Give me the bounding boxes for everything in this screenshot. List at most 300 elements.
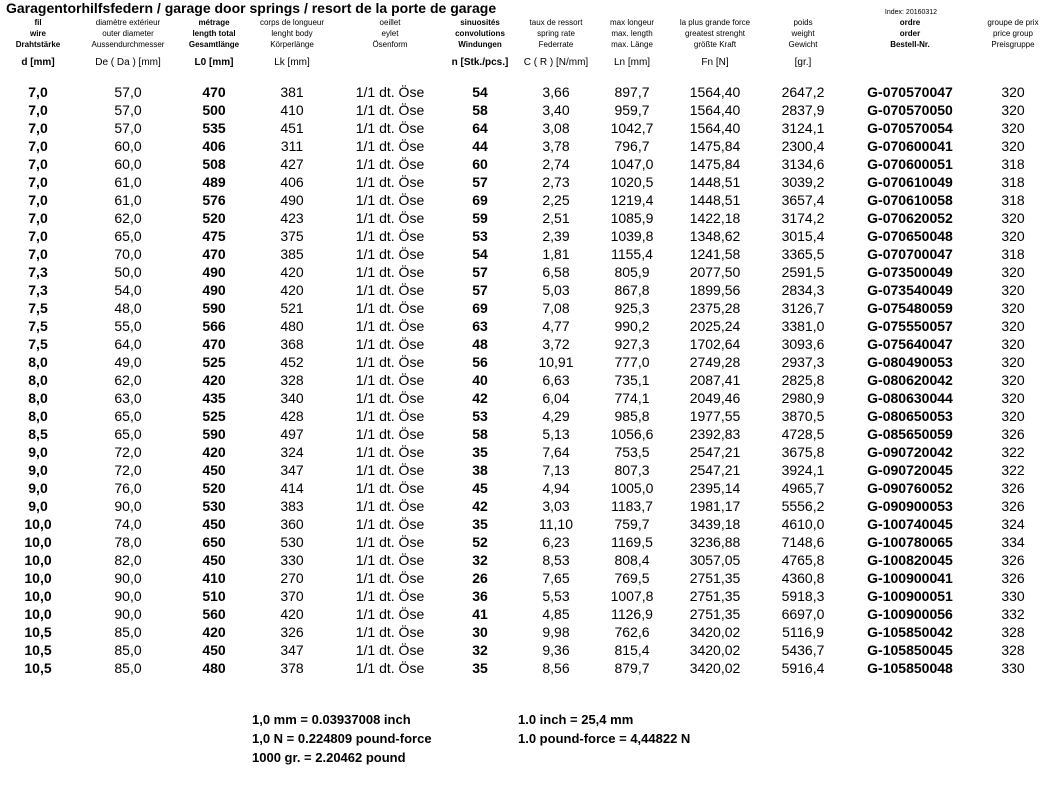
- cell-price-group: 320: [1001, 228, 1025, 244]
- cell-eyelet: 1/1 dt. Öse: [355, 192, 425, 208]
- cell-convolutions: 57: [472, 264, 488, 280]
- cell-convolutions: 64: [472, 120, 488, 136]
- cell-body-length: 428: [280, 408, 304, 424]
- spring-table-body: [0, 83, 1055, 677]
- cell-order-number: G-105850045: [867, 642, 953, 658]
- cell-body-length: 347: [280, 462, 304, 478]
- cell-max-length: 1056,6: [610, 426, 654, 442]
- cell-weight: 3126,7: [781, 300, 825, 316]
- cell-convolutions: 52: [472, 534, 488, 550]
- table-row: [0, 299, 1055, 317]
- cell-spring-rate: 5,53: [542, 588, 570, 604]
- cell-price-group: 326: [1001, 426, 1025, 442]
- table-row: [0, 641, 1055, 659]
- table-row: [0, 209, 1055, 227]
- cell-max-length: 807,3: [614, 462, 650, 478]
- cell-total-length: 500: [202, 102, 226, 118]
- cell-weight: 2937,3: [781, 354, 825, 370]
- header-order: [860, 17, 960, 50]
- cell-order-number: G-090720042: [867, 444, 953, 460]
- cell-order-number: G-100900056: [867, 606, 953, 622]
- cell-spring-rate: 3,72: [542, 336, 570, 352]
- cell-max-length: 815,4: [614, 642, 650, 658]
- cell-eyelet: 1/1 dt. Öse: [355, 264, 425, 280]
- cell-convolutions: 59: [472, 210, 488, 226]
- cell-convolutions: 35: [472, 444, 488, 460]
- cell-outer-diameter: 57,0: [114, 84, 142, 100]
- cell-total-length: 510: [202, 588, 226, 604]
- cell-total-length: 420: [202, 624, 226, 640]
- cell-greatest-force: 3420,02: [689, 642, 741, 658]
- cell-wire: 7,5: [28, 300, 48, 316]
- cell-total-length: 525: [202, 408, 226, 424]
- cell-spring-rate: 6,63: [542, 372, 570, 388]
- cell-spring-rate: 4,29: [542, 408, 570, 424]
- table-row: [0, 533, 1055, 551]
- cell-spring-rate: 4,77: [542, 318, 570, 334]
- cell-outer-diameter: 90,0: [114, 570, 142, 586]
- cell-eyelet: 1/1 dt. Öse: [355, 606, 425, 622]
- cell-convolutions: 63: [472, 318, 488, 334]
- cell-wire: 10,5: [24, 642, 52, 658]
- cell-weight: 3015,4: [781, 228, 825, 244]
- cell-convolutions: 60: [472, 156, 488, 172]
- cell-greatest-force: 2751,35: [689, 588, 741, 604]
- cell-order-number: G-080490053: [867, 354, 953, 370]
- header-label: outer diameter: [102, 29, 154, 38]
- cell-eyelet: 1/1 dt. Öse: [355, 660, 425, 676]
- cell-convolutions: 38: [472, 462, 488, 478]
- cell-eyelet: 1/1 dt. Öse: [355, 210, 425, 226]
- cell-outer-diameter: 85,0: [114, 642, 142, 658]
- header-label: convolutions: [455, 29, 505, 38]
- cell-convolutions: 58: [472, 426, 488, 442]
- header-label: Drahtstärke: [15, 40, 61, 49]
- cell-max-length: 1085,9: [610, 210, 654, 226]
- header-label: métrage: [198, 18, 230, 27]
- cell-greatest-force: 2547,21: [689, 462, 741, 478]
- cell-total-length: 590: [202, 426, 226, 442]
- cell-body-length: 427: [280, 156, 304, 172]
- cell-outer-diameter: 60,0: [114, 156, 142, 172]
- cell-outer-diameter: 70,0: [114, 246, 142, 262]
- cell-max-length: 867,8: [614, 282, 650, 298]
- cell-order-number: G-100820045: [867, 552, 953, 568]
- cell-body-length: 410: [280, 102, 304, 118]
- cell-eyelet: 1/1 dt. Öse: [355, 246, 425, 262]
- header-label: weight: [791, 29, 815, 38]
- cell-wire: 10,5: [24, 624, 52, 640]
- cell-body-length: 378: [280, 660, 304, 676]
- header-convolutions: [438, 17, 522, 50]
- cell-outer-diameter: 72,0: [114, 462, 142, 478]
- cell-eyelet: 1/1 dt. Öse: [355, 462, 425, 478]
- cell-convolutions: 35: [472, 516, 488, 532]
- cell-price-group: 334: [1001, 534, 1025, 550]
- cell-order-number: G-090760052: [867, 480, 953, 496]
- cell-convolutions: 41: [472, 606, 488, 622]
- header-spring-rate: [516, 17, 596, 50]
- cell-total-length: 520: [202, 480, 226, 496]
- cell-wire: 8,0: [28, 390, 48, 406]
- header-label: max. length: [611, 29, 653, 38]
- cell-total-length: 535: [202, 120, 226, 136]
- cell-spring-rate: 7,65: [542, 570, 570, 586]
- header-label: Körperlänge: [270, 40, 314, 49]
- cell-weight: 3174,2: [781, 210, 825, 226]
- page-title: Garagentorhilfsfedern / garage door springs / resort de la porte de garage: [6, 0, 497, 16]
- header-weight: [770, 17, 836, 50]
- header-label: sinuosités: [460, 18, 500, 27]
- cell-convolutions: 42: [472, 498, 488, 514]
- cell-convolutions: 45: [472, 480, 488, 496]
- cell-order-number: G-070650048: [867, 228, 953, 244]
- cell-eyelet: 1/1 dt. Öse: [355, 498, 425, 514]
- cell-weight: 2980,9: [781, 390, 825, 406]
- cell-order-number: G-073500049: [867, 264, 953, 280]
- cell-body-length: 330: [280, 552, 304, 568]
- cell-outer-diameter: 82,0: [114, 552, 142, 568]
- cell-body-length: 497: [280, 426, 304, 442]
- header-label: taux de ressort: [529, 18, 583, 27]
- cell-weight: 3124,1: [781, 120, 825, 136]
- cell-total-length: 590: [202, 300, 226, 316]
- cell-price-group: 326: [1001, 480, 1025, 496]
- header-label: Gewicht: [788, 40, 818, 49]
- cell-price-group: 320: [1001, 120, 1025, 136]
- table-row: [0, 389, 1055, 407]
- cell-body-length: 340: [280, 390, 304, 406]
- cell-wire: 10,0: [24, 516, 52, 532]
- cell-max-length: 1020,5: [610, 174, 654, 190]
- cell-outer-diameter: 90,0: [114, 588, 142, 604]
- cell-greatest-force: 1475,84: [689, 156, 741, 172]
- table-row: [0, 497, 1055, 515]
- cell-greatest-force: 3236,88: [689, 534, 741, 550]
- table-row: [0, 317, 1055, 335]
- cell-greatest-force: 1241,58: [689, 246, 741, 262]
- cell-spring-rate: 11,10: [539, 516, 573, 532]
- cell-max-length: 1005,0: [610, 480, 654, 496]
- cell-max-length: 1047,0: [610, 156, 654, 172]
- header-outer-diameter: [78, 17, 178, 50]
- cell-total-length: 490: [202, 264, 226, 280]
- cell-max-length: 774,1: [614, 390, 650, 406]
- cell-total-length: 450: [202, 552, 226, 568]
- cell-weight: 7148,6: [781, 534, 825, 550]
- cell-total-length: 435: [202, 390, 226, 406]
- conversion-lbf-n: 1.0 pound-force = 4,44822 N: [518, 731, 691, 746]
- header-total-length: [172, 17, 256, 50]
- cell-eyelet: 1/1 dt. Öse: [355, 282, 425, 298]
- cell-convolutions: 57: [472, 282, 488, 298]
- cell-max-length: 1169,5: [611, 534, 653, 550]
- cell-wire: 9,0: [28, 480, 48, 496]
- cell-body-length: 385: [280, 246, 304, 262]
- unit-weight: [gr.]: [794, 57, 812, 68]
- unit-total-length: L0 [mm]: [194, 57, 234, 68]
- cell-total-length: 450: [202, 516, 226, 532]
- cell-eyelet: 1/1 dt. Öse: [355, 624, 425, 640]
- cell-weight: 2647,2: [781, 84, 825, 100]
- cell-spring-rate: 8,56: [542, 660, 570, 676]
- cell-wire: 10,0: [24, 552, 52, 568]
- cell-price-group: 320: [1001, 282, 1025, 298]
- cell-greatest-force: 1422,18: [689, 210, 741, 226]
- cell-eyelet: 1/1 dt. Öse: [355, 390, 425, 406]
- table-row: [0, 407, 1055, 425]
- cell-outer-diameter: 57,0: [114, 102, 142, 118]
- cell-total-length: 530: [202, 498, 226, 514]
- cell-wire: 7,3: [28, 264, 48, 280]
- cell-body-length: 311: [280, 138, 304, 154]
- cell-max-length: 777,0: [614, 354, 650, 370]
- cell-max-length: 808,4: [614, 552, 650, 568]
- cell-eyelet: 1/1 dt. Öse: [355, 408, 425, 424]
- cell-greatest-force: 1564,40: [689, 120, 741, 136]
- cell-convolutions: 57: [472, 174, 488, 190]
- cell-price-group: 318: [1001, 156, 1025, 172]
- cell-convolutions: 56: [472, 354, 488, 370]
- cell-weight: 2591,5: [781, 264, 825, 280]
- cell-spring-rate: 10,91: [538, 354, 574, 370]
- cell-total-length: 525: [202, 354, 226, 370]
- cell-greatest-force: 1564,40: [689, 84, 741, 100]
- cell-price-group: 320: [1001, 102, 1025, 118]
- cell-convolutions: 42: [472, 390, 488, 406]
- table-row: [0, 371, 1055, 389]
- header-body-length: [248, 17, 336, 50]
- cell-order-number: G-100780065: [867, 534, 953, 550]
- cell-max-length: 879,7: [614, 660, 650, 676]
- cell-convolutions: 69: [472, 300, 488, 316]
- cell-convolutions: 69: [472, 192, 488, 208]
- cell-greatest-force: 1448,51: [689, 192, 741, 208]
- header-label: lenght body: [271, 29, 313, 38]
- cell-eyelet: 1/1 dt. Öse: [355, 138, 425, 154]
- cell-outer-diameter: 62,0: [114, 210, 142, 226]
- cell-eyelet: 1/1 dt. Öse: [355, 102, 425, 118]
- cell-spring-rate: 3,78: [542, 138, 570, 154]
- cell-order-number: G-075480059: [867, 300, 953, 316]
- cell-spring-rate: 3,08: [542, 120, 570, 136]
- cell-wire: 8,0: [28, 408, 48, 424]
- cell-spring-rate: 5,03: [542, 282, 570, 298]
- cell-eyelet: 1/1 dt. Öse: [355, 552, 425, 568]
- cell-max-length: 753,5: [614, 444, 650, 460]
- cell-spring-rate: 6,58: [542, 264, 570, 280]
- header-label: Aussendurchmesser: [91, 40, 165, 49]
- cell-weight: 4610,0: [781, 516, 825, 532]
- header-label: la plus grande force: [679, 18, 751, 27]
- cell-spring-rate: 9,98: [542, 624, 570, 640]
- header-label: Bestell-Nr.: [890, 40, 930, 49]
- cell-outer-diameter: 49,0: [114, 354, 142, 370]
- cell-outer-diameter: 64,0: [114, 336, 142, 352]
- cell-price-group: 320: [1001, 210, 1025, 226]
- cell-body-length: 324: [280, 444, 304, 460]
- cell-eyelet: 1/1 dt. Öse: [355, 300, 425, 316]
- cell-outer-diameter: 78,0: [114, 534, 142, 550]
- cell-spring-rate: 2,51: [542, 210, 570, 226]
- cell-greatest-force: 1899,56: [689, 282, 741, 298]
- cell-weight: 4965,7: [781, 480, 825, 496]
- cell-wire: 7,0: [28, 246, 48, 262]
- cell-convolutions: 44: [472, 138, 488, 154]
- header-label: Gesamtlänge: [188, 40, 240, 49]
- cell-total-length: 576: [202, 192, 226, 208]
- cell-max-length: 1183,7: [611, 498, 653, 514]
- cell-total-length: 560: [202, 606, 226, 622]
- cell-convolutions: 30: [472, 624, 488, 640]
- cell-outer-diameter: 55,0: [114, 318, 142, 334]
- cell-greatest-force: 1977,55: [689, 408, 741, 424]
- cell-eyelet: 1/1 dt. Öse: [355, 570, 425, 586]
- cell-weight: 5116,9: [782, 624, 824, 640]
- cell-convolutions: 36: [472, 588, 488, 604]
- cell-weight: 3039,2: [781, 174, 825, 190]
- cell-body-length: 347: [280, 642, 304, 658]
- cell-outer-diameter: 74,0: [114, 516, 142, 532]
- cell-weight: 3365,5: [781, 246, 825, 262]
- cell-greatest-force: 2751,35: [689, 570, 741, 586]
- header-label: groupe de prix: [987, 18, 1039, 27]
- cell-body-length: 420: [280, 264, 304, 280]
- cell-convolutions: 26: [472, 570, 488, 586]
- cell-eyelet: 1/1 dt. Öse: [355, 588, 425, 604]
- index-note: Index: 20160312: [884, 9, 938, 16]
- conversion-n-lbf: 1,0 N = 0.224809 pound-force: [252, 731, 432, 746]
- cell-greatest-force: 1348,62: [689, 228, 741, 244]
- header-label: ordre: [899, 18, 921, 27]
- cell-price-group: 320: [1001, 84, 1025, 100]
- cell-body-length: 490: [280, 192, 304, 208]
- cell-max-length: 990,2: [614, 318, 650, 334]
- cell-weight: 3134,6: [781, 156, 825, 172]
- cell-outer-diameter: 76,0: [114, 480, 142, 496]
- table-row: [0, 281, 1055, 299]
- cell-order-number: G-070620052: [867, 210, 953, 226]
- cell-outer-diameter: 57,0: [114, 120, 142, 136]
- cell-body-length: 360: [280, 516, 304, 532]
- cell-eyelet: 1/1 dt. Öse: [355, 156, 425, 172]
- cell-total-length: 566: [202, 318, 226, 334]
- cell-order-number: G-070610049: [867, 174, 953, 190]
- cell-greatest-force: 2392,83: [689, 426, 741, 442]
- cell-max-length: 1039,8: [610, 228, 654, 244]
- cell-max-length: 1042,7: [610, 120, 654, 136]
- cell-convolutions: 54: [472, 246, 488, 262]
- unit-greatest-force: Fn [N]: [701, 57, 729, 68]
- cell-spring-rate: 7,13: [542, 462, 570, 478]
- cell-order-number: G-090900053: [867, 498, 953, 514]
- cell-body-length: 328: [280, 372, 304, 388]
- table-row: [0, 479, 1055, 497]
- cell-price-group: 330: [1001, 588, 1025, 604]
- cell-order-number: G-100900041: [867, 570, 953, 586]
- cell-spring-rate: 2,25: [542, 192, 570, 208]
- cell-price-group: 318: [1001, 246, 1025, 262]
- cell-max-length: 985,8: [614, 408, 650, 424]
- cell-weight: 3870,5: [781, 408, 825, 424]
- header-label: length total: [192, 29, 236, 38]
- table-row: [0, 659, 1055, 677]
- cell-body-length: 326: [280, 624, 304, 640]
- header-greatest-force: [660, 17, 770, 50]
- header-label: price group: [992, 29, 1034, 38]
- cell-weight: 5436,7: [781, 642, 825, 658]
- cell-price-group: 330: [1001, 660, 1025, 676]
- cell-wire: 10,0: [24, 570, 52, 586]
- cell-max-length: 1219,4: [610, 192, 654, 208]
- cell-total-length: 475: [202, 228, 226, 244]
- cell-spring-rate: 5,13: [542, 426, 570, 442]
- cell-greatest-force: 1981,17: [689, 498, 741, 514]
- cell-wire: 7,3: [28, 282, 48, 298]
- cell-order-number: G-070570050: [867, 102, 953, 118]
- cell-eyelet: 1/1 dt. Öse: [355, 642, 425, 658]
- cell-total-length: 520: [202, 210, 226, 226]
- cell-price-group: 332: [1001, 606, 1025, 622]
- cell-max-length: 1007,8: [610, 588, 654, 604]
- cell-price-group: 328: [1001, 624, 1025, 640]
- cell-eyelet: 1/1 dt. Öse: [355, 354, 425, 370]
- table-row: [0, 551, 1055, 569]
- cell-weight: 3924,1: [781, 462, 825, 478]
- table-row: [0, 155, 1055, 173]
- cell-outer-diameter: 85,0: [114, 660, 142, 676]
- cell-price-group: 324: [1001, 516, 1025, 532]
- cell-total-length: 410: [202, 570, 226, 586]
- cell-eyelet: 1/1 dt. Öse: [355, 228, 425, 244]
- table-row: [0, 569, 1055, 587]
- unit-outer-diameter: De ( Da ) [mm]: [95, 57, 161, 68]
- cell-order-number: G-070570047: [867, 84, 953, 100]
- cell-greatest-force: 2749,28: [689, 354, 741, 370]
- unit-spring-rate: C ( R ) [N/mm]: [523, 57, 589, 68]
- cell-order-number: G-070570054: [867, 120, 953, 136]
- cell-wire: 9,0: [28, 444, 48, 460]
- cell-total-length: 508: [202, 156, 226, 172]
- cell-price-group: 318: [1001, 192, 1025, 208]
- header-price-group: [975, 17, 1051, 50]
- cell-weight: 5556,2: [781, 498, 825, 514]
- cell-eyelet: 1/1 dt. Öse: [355, 336, 425, 352]
- cell-greatest-force: 2049,46: [689, 390, 741, 406]
- cell-wire: 10,5: [24, 660, 52, 676]
- header-label: größte Kraft: [693, 40, 737, 49]
- conversion-gr-lb: 1000 gr. = 2.20462 pound: [252, 750, 406, 765]
- cell-eyelet: 1/1 dt. Öse: [355, 534, 425, 550]
- cell-convolutions: 48: [472, 336, 488, 352]
- cell-price-group: 322: [1001, 462, 1025, 478]
- cell-max-length: 762,6: [614, 624, 650, 640]
- cell-price-group: 320: [1001, 318, 1025, 334]
- cell-weight: 2837,9: [781, 102, 825, 118]
- cell-wire: 7,0: [28, 156, 48, 172]
- cell-weight: 2825,8: [781, 372, 825, 388]
- cell-order-number: G-090720045: [867, 462, 953, 478]
- cell-max-length: 897,7: [614, 84, 650, 100]
- cell-convolutions: 40: [472, 372, 488, 388]
- cell-convolutions: 32: [472, 642, 488, 658]
- cell-order-number: G-070610058: [867, 192, 953, 208]
- cell-wire: 7,0: [28, 210, 48, 226]
- cell-order-number: G-085650059: [867, 426, 953, 442]
- cell-outer-diameter: 63,0: [114, 390, 142, 406]
- cell-price-group: 326: [1001, 498, 1025, 514]
- cell-body-length: 368: [280, 336, 304, 352]
